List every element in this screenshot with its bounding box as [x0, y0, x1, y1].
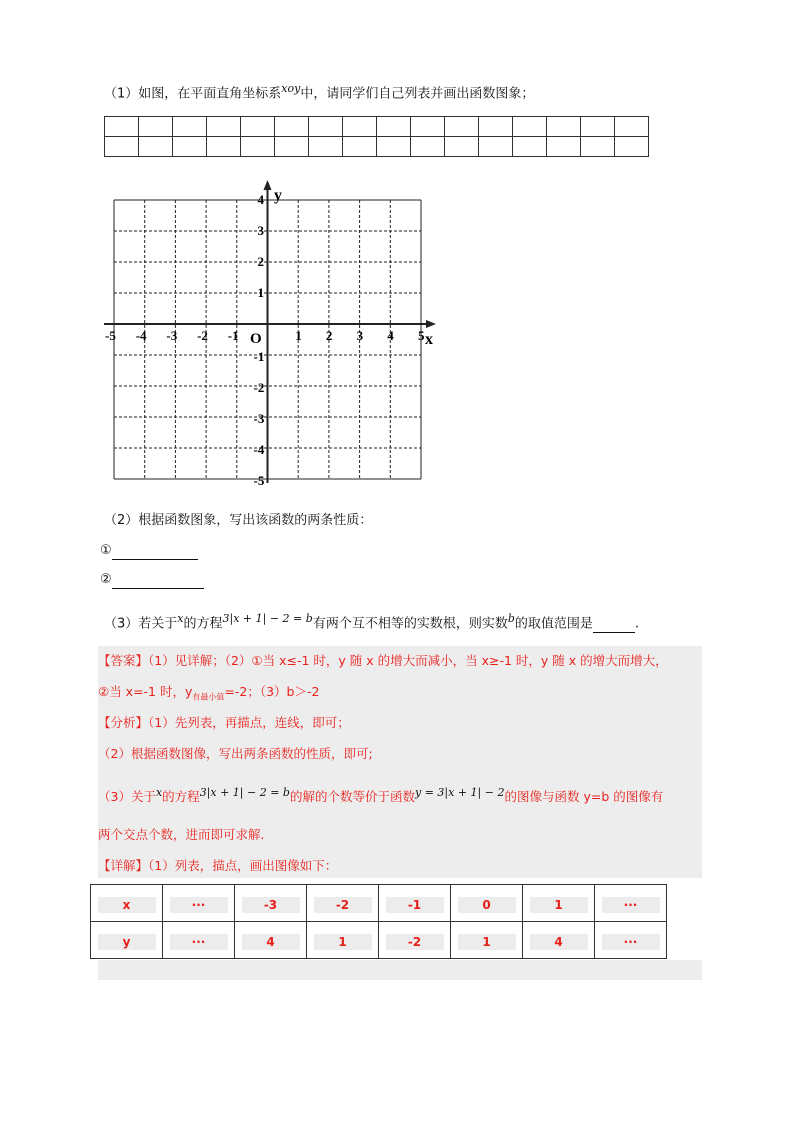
x-axis-arrow	[426, 320, 436, 328]
y-tick-label: 3	[257, 223, 264, 238]
table-cell: ···	[602, 897, 660, 913]
detail-line-1: 【详解】（1）列表，描点，画出图像如下：	[98, 858, 338, 873]
x-axis-label: x	[425, 331, 433, 348]
y-tick-label: -1	[253, 349, 265, 364]
table-cell: 4	[530, 934, 588, 950]
property-2-blank	[112, 574, 204, 589]
table-cell: 4	[242, 934, 300, 950]
q1-prefix: （1）如图，在平面直角坐标系	[104, 86, 282, 102]
coord-system-label: xoy	[281, 82, 301, 95]
table-cell: 0	[458, 897, 516, 913]
analysis-line-1: 【分析】（1）先列表，再描点，连线，即可；	[98, 715, 350, 730]
question-1	[104, 80, 534, 103]
table-cell: ···	[170, 934, 228, 950]
answer-line-2-sub: 有最小值	[192, 692, 225, 702]
y-tick-label: -5	[253, 473, 265, 488]
coordinate-grid	[100, 180, 445, 492]
analysis-line-3d: 的图像与函数 y=b 的图像有	[504, 789, 664, 805]
table-cell: 1	[458, 934, 516, 950]
analysis-line-2: （2）根据函数图像，写出两条函数的性质，即可;	[98, 746, 373, 761]
y-tick-label: 4	[257, 192, 264, 207]
table-cell: 1	[314, 934, 372, 950]
x-tick-label: 4	[387, 328, 394, 343]
value-table	[90, 884, 667, 959]
answer-line-2b: =-2；（3）b＞-2	[224, 684, 320, 699]
property-2	[100, 571, 204, 589]
analysis-equation: 3|x + 1| − 2 = b	[199, 786, 290, 799]
q3-var-b: b	[507, 612, 515, 625]
blank-row	[105, 117, 649, 137]
axes	[104, 180, 436, 483]
x-tick-label: 5	[418, 328, 425, 343]
x-tick-label: 1	[295, 328, 302, 343]
analysis-line-3a: （3）关于	[98, 789, 156, 805]
y-tick-label: 1	[257, 285, 264, 300]
x-tick-label: -3	[166, 328, 178, 343]
x-tick-label: -2	[197, 328, 208, 343]
q3-end: .	[634, 616, 640, 632]
answer-line-1: 【答案】（1）见详解；（2）①当 x≤-1 时，y 随 x 的增大而减小，当 x≥-1 时，y 随 x 的增大而增大，	[98, 653, 668, 668]
q3-mid1: 的方程	[183, 616, 223, 632]
q3-answer-blank	[593, 618, 635, 633]
x-tick-labels	[105, 328, 425, 343]
y-axis-arrow	[264, 180, 272, 190]
table-cell: -2	[314, 897, 372, 913]
q3-equation: 3|x + 1| − 2 = b	[222, 612, 313, 625]
x-tick-label: -4	[135, 328, 147, 343]
y-tick-label: -4	[253, 442, 265, 457]
y-tick-label: -2	[253, 380, 265, 395]
x-tick-label: -1	[227, 328, 239, 343]
x-tick-label: -5	[105, 328, 116, 343]
blank-table	[104, 116, 649, 157]
q1-suffix: 中，请同学们自己列表并画出函数图象；	[300, 86, 535, 102]
table-cell: -1	[386, 897, 444, 913]
property-1-marker: ①	[100, 543, 112, 558]
table-cell: -3	[242, 897, 300, 913]
analysis-line-3	[98, 784, 663, 806]
analysis-line-3c: 的解的个数等价于函数	[289, 789, 415, 805]
analysis-var-x: x	[155, 786, 163, 799]
answer-line-2	[98, 683, 319, 707]
table-row-y	[91, 922, 667, 959]
property-1	[100, 542, 198, 560]
question-3	[104, 610, 639, 633]
property-2-marker: ②	[100, 572, 112, 587]
x-tick-label: 2	[325, 328, 333, 343]
origin-label: O	[250, 331, 262, 347]
solution-background-bottom	[98, 960, 702, 980]
analysis-line-4: 两个交点个数，进而即可求解.	[98, 827, 265, 842]
answer-line-2a: ②当 x=-1 时，y	[98, 684, 193, 699]
x-tick-label: 3	[356, 328, 364, 343]
table-cell: ···	[170, 897, 228, 913]
analysis-function: y = 3|x + 1| − 2	[415, 786, 505, 799]
table-cell: 1	[530, 897, 588, 913]
table-cell: -2	[386, 934, 444, 950]
analysis-line-3b: 的方程	[162, 789, 200, 805]
question-2: （2）根据函数图象，写出该函数的两条性质：	[104, 513, 373, 528]
table-row-x	[91, 885, 667, 922]
property-1-blank	[112, 545, 198, 560]
y-tick-label: 2	[257, 254, 264, 269]
y-tick-label: -3	[253, 411, 265, 426]
q3-var-x: x	[177, 612, 184, 625]
table-cell: y	[98, 934, 156, 950]
q3-mid2: 有两个互不相等的实数根，则实数	[312, 616, 508, 632]
q3-prefix: （3）若关于	[104, 616, 178, 632]
y-axis-label: y	[274, 187, 282, 204]
table-cell: x	[98, 897, 156, 913]
table-cell: ···	[602, 934, 660, 950]
blank-row	[105, 137, 649, 157]
q3-mid3: 的取值范围是	[514, 616, 593, 632]
